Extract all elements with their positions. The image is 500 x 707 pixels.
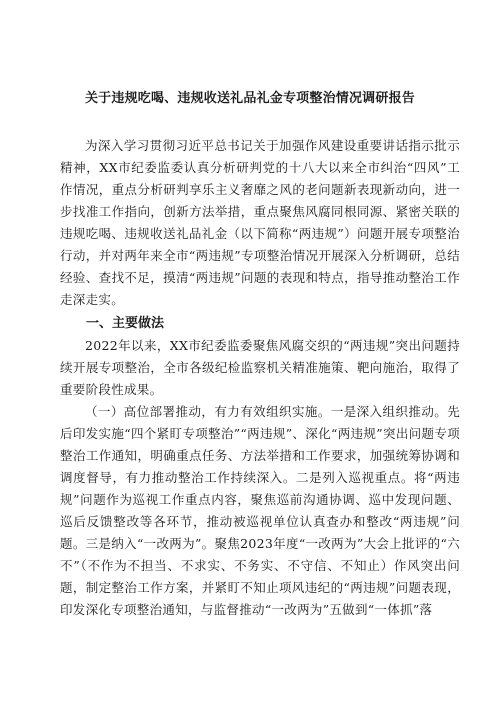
subsection-paragraph: （一）高位部署推动，有力有效组织实施。一是深入组织推动。先后印发实施“四个紧盯专项整治”“两违规”、深化“两违规”突出问题专项整治工作通知，明确重点任务、方法举措和工作要求，加强统筹协调和调度督导，有力推动整治工作持续深入。二是列入巡视重点。将“两违规”问题作为巡视工作重点内容，聚焦巡前沟通协调、巡中发现问题、巡后反馈整改等各环节，推动被巡视单位认真查办和整改“两违规”问题。三是纳入“一改两为”。聚焦2023年度“一改两为”大会上批评的“六不”（不作为不担当、不求实、不务实、不守信、不知止）作风突出问题，制定整治工作方案，并紧盯不知止项风违纪的“两违规”问题表现，印发深化专项整治通知，与监督推动“一改两为”五做到“一体抓”落: [60, 404, 460, 617]
section-heading: 一、主要做法: [86, 316, 165, 331]
intro-paragraph: 为深入学习贯彻习近平总书记关于加强作风建设重要讲话指示批示精神，XX市纪委监委认真分析研判党的十八大以来全市纠治“四风”工作情况，重点分析研判享乐主义奢靡之风的老问题新表现新动向，进一步找准工作指向，创新方法举措，重点聚焦风腐同根同源、紧密关联的违规吃喝、违规收送礼品礼金（以下简称“两违规”）问题开展专项整治行动，并对两年来全市“两违规”专项整治情况开展深入分析调研，总结经验、查找不足，摸清“两违规”问题的表现和特点，指导推动整治工作走深走实。: [60, 138, 460, 307]
document-title: 关于违规吃喝、违规收送礼品礼金专项整治情况调研报告: [84, 91, 415, 106]
section-paragraph: 2022年以来，XX市纪委监委聚焦风腐交织的“两违规”突出问题持续开展专项整治，全市各级纪检监察机关精准施策、靶向施治，取得了重要阶段性成果。: [60, 338, 460, 397]
document-body: [60, 135, 460, 621]
